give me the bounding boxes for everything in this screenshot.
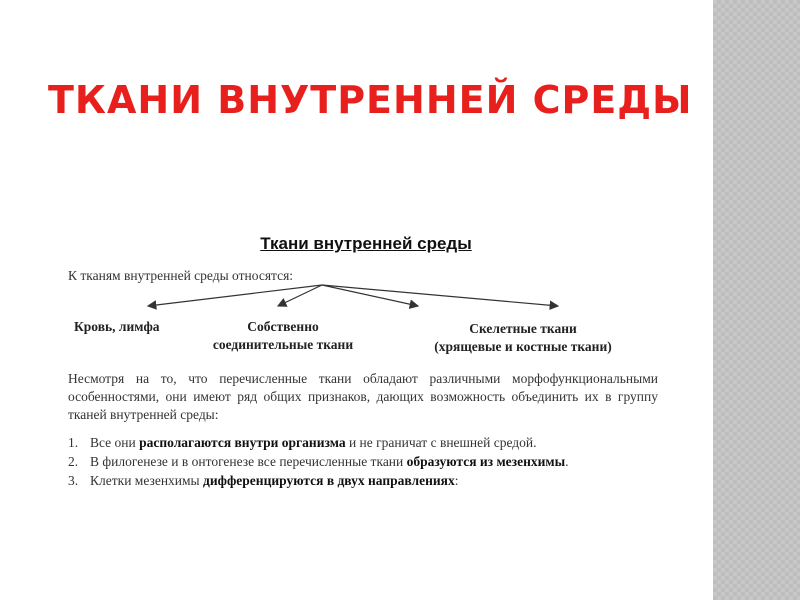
branch-label: Кровь, лимфа (74, 319, 160, 334)
branch-arrows (60, 200, 672, 330)
list-text-end: и не граничат с внешней средой. (345, 435, 537, 450)
branch-label: Скелетные ткани (469, 321, 577, 336)
slide-title: ТКАНИ ВНУТРЕННЕЙ СРЕДЫ (48, 78, 693, 122)
branch-connective (198, 318, 368, 354)
branch-blood-lymph (74, 318, 160, 336)
list-number: 3. (68, 472, 79, 488)
document-intro: К тканям внутренней среды относятся: (68, 268, 294, 283)
arrow-to-skeletal-1 (322, 285, 418, 306)
branch-sublabel: соединительные ткани (212, 337, 354, 353)
arrow-to-skeletal-2 (322, 285, 558, 306)
scanned-document (60, 200, 672, 530)
list-item (68, 434, 668, 453)
list-bold-text: образуются из мезенхимы (406, 453, 566, 469)
branch-sublabel: (хрящевые и костные ткани) (434, 339, 612, 355)
document-title: Ткани внутренней среды (260, 234, 472, 253)
list-number: 1. (68, 435, 79, 450)
list-text-end: . (565, 453, 569, 469)
list-bold-text: располагаются внутри организма (139, 435, 346, 450)
list-text-end: : (454, 472, 459, 488)
list-text: Все они (90, 435, 140, 450)
document-paragraph: Несмотря на то, что перечисленные ткани обладают различными морфофункциональными особенностями, они имеют ряд общих признаков, дающих возможность объединить их в группу тканей внутренней среды: (68, 371, 658, 422)
branch-skeletal (418, 320, 628, 356)
list-bold-text: дифференцируются в двух направлениях (203, 472, 455, 488)
list-text: Клетки мезенхимы (90, 472, 204, 488)
list-item (68, 453, 668, 472)
features-list (68, 434, 668, 491)
arrow-to-blood (148, 285, 322, 306)
branch-label: Собственно (247, 319, 319, 334)
list-number: 2. (68, 453, 79, 469)
decorative-side-strip (713, 0, 800, 600)
list-item (68, 472, 668, 491)
list-text: В филогенезе и в онтогенезе все перечисленные ткани (90, 453, 407, 469)
